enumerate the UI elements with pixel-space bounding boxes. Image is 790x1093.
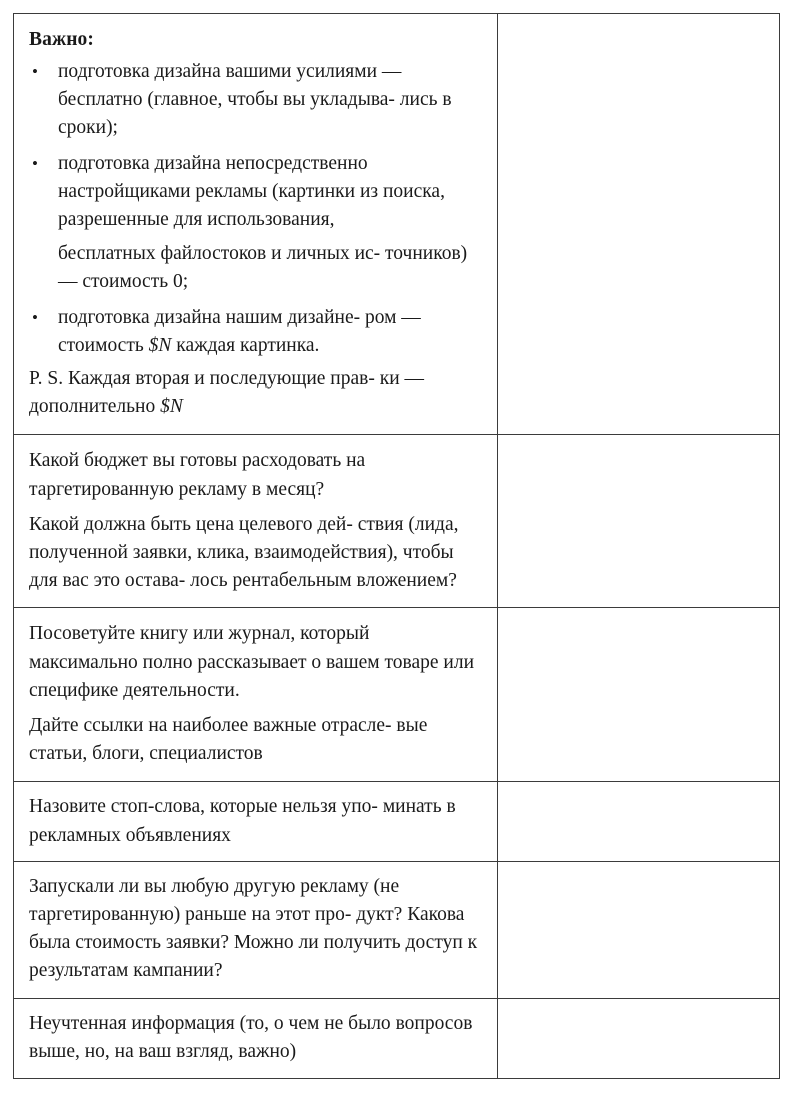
table-cell-answer-important[interactable] — [498, 14, 780, 435]
table-cell-question-prevads — [14, 861, 498, 998]
question-paragraph — [29, 873, 483, 986]
question-line: взаимодействия), чтобы для вас это остава- — [29, 542, 454, 592]
answer-area[interactable] — [498, 435, 779, 469]
question-line: Какой бюджет вы готовы расходовать на — [29, 450, 366, 472]
question-paragraph — [29, 793, 483, 849]
question-paragraph — [29, 712, 483, 768]
answer-area[interactable] — [498, 782, 779, 814]
question-line: Какой должна быть цена целевого дей- — [29, 513, 353, 535]
brief-questionnaire-table — [13, 13, 780, 1079]
bullet-line: ром — стоимость — [58, 306, 421, 356]
table-cell-question-sources — [14, 608, 498, 782]
question-line: (не таргетированную) раньше на этот про- — [29, 875, 400, 926]
question-line: дукт? Какова была стоимость заявки? — [29, 904, 465, 954]
postscript-line: P. S. Каждая вторая и последующие прав- — [29, 368, 375, 390]
bullet-line-tail: каждая картинка. — [171, 334, 320, 356]
list-item — [29, 304, 483, 360]
bullet-line: лись в сроки); — [58, 89, 452, 139]
bullet-line: бесплатно (главное, чтобы вы укладыва- — [58, 89, 395, 111]
bullet-line: поиска, разрешенные для использования, — [58, 180, 445, 231]
price-variable: $N — [160, 396, 183, 418]
table-row — [14, 608, 780, 782]
bullet-line — [58, 240, 483, 296]
answer-area[interactable] — [498, 14, 779, 49]
list-item — [29, 58, 483, 143]
bullet-line-text: бесплатных файлостоков и личных ис- — [58, 243, 381, 265]
bullet-line-text: точников) — стоимость 0; — [58, 243, 468, 293]
bullet-line: подготовка дизайна непосредственно — [58, 152, 368, 174]
question-paragraph — [29, 511, 483, 596]
postscript-line: ки — дополнительно — [29, 368, 425, 418]
question-line: Посоветуйте книгу или журнал, который — [29, 623, 370, 645]
bullet-line: настройщиками рекламы (картинки из — [58, 180, 379, 202]
question-line: лось рентабельным вложением? — [190, 570, 457, 592]
table-cell-answer-other[interactable] — [498, 998, 780, 1078]
price-variable: $N — [148, 334, 172, 356]
answer-area[interactable] — [498, 999, 779, 1032]
table-cell-answer-budget[interactable] — [498, 435, 780, 608]
answer-area[interactable] — [498, 608, 779, 643]
question-line: минать в рекламных объявлениях — [29, 796, 456, 846]
question-paragraph — [29, 447, 483, 503]
table-cell-question-stopwords — [14, 782, 498, 861]
table-cell-answer-stopwords[interactable] — [498, 782, 780, 861]
bullet-list-important — [29, 58, 483, 360]
table-row — [14, 14, 780, 435]
table-cell-answer-sources[interactable] — [498, 608, 780, 782]
question-line: Можно ли получить доступ к результатам — [29, 932, 478, 982]
question-line: товаре или специфике деятельности. — [29, 651, 475, 701]
postscript-important — [29, 365, 483, 421]
question-line: Запускали ли вы любую другую рекламу — [29, 875, 369, 897]
cell-heading-important: Важно: — [29, 29, 94, 50]
table-row — [14, 998, 780, 1078]
list-item — [29, 150, 483, 297]
question-line: вые статьи, блоги, специалистов — [29, 715, 428, 765]
table-row — [14, 435, 780, 608]
table-row — [14, 861, 780, 998]
bullet-line: подготовка дизайна нашим дизайне- — [58, 306, 361, 328]
question-line: Неучтенная информация (то, о чем не было — [29, 1012, 391, 1034]
table-row — [14, 782, 780, 861]
question-line: вопросов выше, но, на ваш взгляд, важно) — [29, 1012, 473, 1062]
table-cell-answer-prevads[interactable] — [498, 861, 780, 998]
question-paragraph — [29, 620, 483, 705]
question-line: ствия (лида, полученной заявки, клика, — [29, 513, 459, 564]
question-paragraph — [29, 1010, 483, 1066]
question-line: Дайте ссылки на наиболее важные отрасле- — [29, 715, 392, 737]
table-cell-question-budget — [14, 435, 498, 608]
bullet-line: подготовка дизайна вашими усилиями — — [58, 61, 402, 82]
question-line: максимально полно рассказывает о вашем — [29, 651, 380, 673]
table-cell-question-other — [14, 998, 498, 1078]
question-line: Назовите стоп-слова, которые нельзя упо- — [29, 796, 378, 818]
question-line: таргетированную рекламу в месяц? — [29, 478, 325, 500]
answer-area[interactable] — [498, 862, 779, 895]
table-cell-question-important — [14, 14, 498, 435]
question-line: кампании? — [133, 960, 223, 982]
